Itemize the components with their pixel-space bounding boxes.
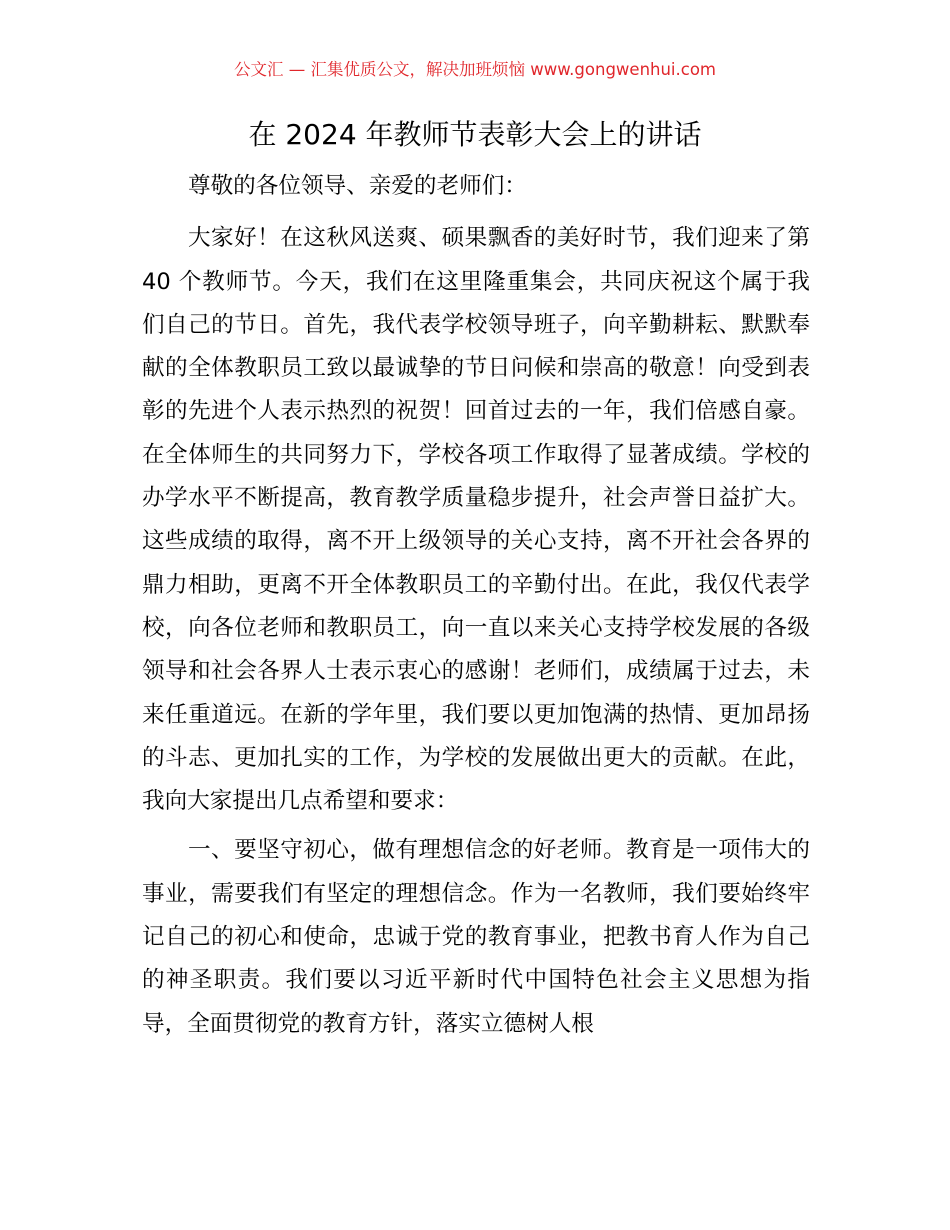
salutation: 尊敬的各位领导、亲爱的老师们：	[188, 173, 527, 199]
paragraph-point-one: 一、要坚守初心，做有理想信念的好老师。教育是一项伟大的事业，需要我们有坚定的理想信念。作为一名教师，我们要始终牢记自己的初心和使命，忠诚于党的教育事业，把教书育人作为自己的神圣职责。我们要以习近平新时代中国特色社会主义思想为指导，全面贯彻党的教育方针，落实立德树人根	[142, 837, 810, 1037]
document-title: 在 2024 年教师节表彰大会上的讲话	[248, 118, 702, 151]
paragraph-opening: 大家好！在这秋风送爽、硕果飘香的美好时节，我们迎来了第 40 个教师节。今天，我们在这里隆重集会，共同庆祝这个属于我们自己的节日。首先，我代表学校领导班子，向辛勤耕耘、默默奉献的全体教职员工致以最诚挚的节日问候和崇高的敬意！向受到表彰的先进个人表示热烈的祝贺！回首过去的一年，我们倍感自豪。在全体师生的共同努力下，学校各项工作取得了显著成绩。学校的办学水平不断提高，教育教学质量稳步提升，社会声誉日益扩大。这些成绩的取得，离不开上级领导的关心支持，离不开社会各界的鼎力相助，更离不开全体教职员工的辛勤付出。在此，我仅代表学校，向各位老师和教职员工，向一直以来关心支持学校发展的各级领导和社会各界人士表示衷心的感谢！老师们，成绩属于过去，未来任重道远。在新的学年里，我们要以更加饱满的热情、更加昂扬的斗志、更加扎实的工作，为学校的发展做出更大的贡献。在此，我向大家提出几点希望和要求：	[142, 225, 810, 815]
document-body	[142, 165, 810, 1046]
site-banner: 公文汇 — 汇集优质公文，解决加班烦恼 www.gongwenhui.com	[233, 60, 717, 79]
